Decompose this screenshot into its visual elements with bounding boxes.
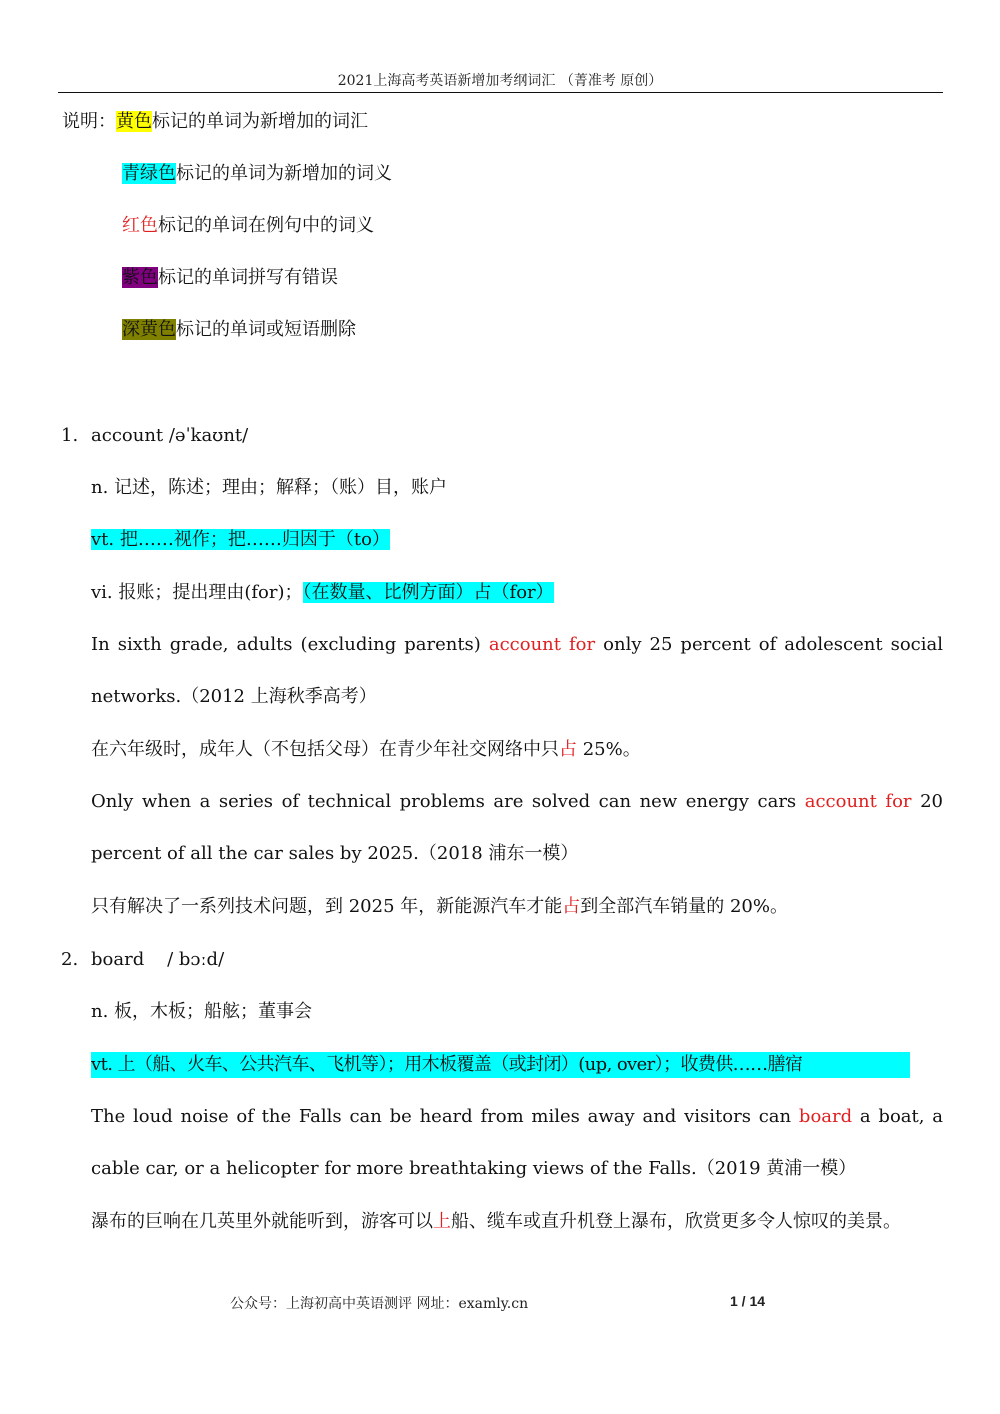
- translation-text: 瀑布的巨响在几英里外就能听到，游客可以: [91, 1211, 433, 1232]
- account-translation-1: [91, 737, 641, 763]
- legend-line-yellow: [62, 109, 368, 135]
- legend-red-text: 标记的单词在例句中的词义: [158, 215, 374, 236]
- translation-keyword: 上: [433, 1211, 451, 1232]
- translation-text: 到全部汽车销量的 20%。: [580, 896, 788, 917]
- example-text: only 25 percent of adolescent social networks.（2012 上海秋季高考）: [91, 634, 944, 707]
- legend-line-red: [122, 213, 374, 239]
- account-vt-definition: [91, 527, 390, 553]
- legend-red-label: 红色: [122, 215, 158, 236]
- entry-headword-account: [61, 423, 248, 449]
- legend-cyan-text: 标记的单词为新增加的词义: [176, 163, 392, 184]
- legend-yellow-text: 标记的单词为新增加的词汇: [152, 111, 368, 132]
- footer-page-number: 1 / 14: [730, 1293, 766, 1309]
- entry-headword-board: [61, 947, 224, 973]
- header-rule: [58, 92, 943, 93]
- account-vt-highlight: vt. 把……视作；把……归因于（to）: [91, 529, 390, 550]
- example-text: Only when a series of technical problems are solved can new energy cars: [91, 791, 805, 812]
- legend-yellow-label: 黄色: [116, 111, 152, 132]
- entry-number: 2.: [61, 949, 79, 970]
- translation-text: 25%。: [577, 739, 641, 760]
- legend-line-purple: [122, 265, 338, 291]
- headword: account /əˈkaʊnt/: [91, 425, 249, 446]
- example-text: 20 percent of all the car sales by 2025.（2018 浦东一模）: [91, 791, 943, 864]
- legend-purple-label: 紫色: [122, 267, 158, 288]
- board-example-1: [91, 1091, 943, 1195]
- account-vi-text: vi. 报账；提出理由(for)；: [91, 582, 303, 603]
- example-text: a boat, a cable car, or a helicopter for more breathtaking views of the Falls.（2019 黄浦一模）: [91, 1106, 943, 1179]
- board-vt-highlight: vt. 上（船、火车、公共汽车、飞机等）；用木板覆盖（或封闭）(up, over）；收费供……膳宿: [91, 1052, 910, 1078]
- board-vt-definition: [91, 1052, 910, 1078]
- translation-keyword: 占: [559, 739, 577, 760]
- translation-keyword: 占: [562, 896, 581, 917]
- account-example-2: [91, 776, 943, 880]
- legend-olive-label: 深黄色: [122, 319, 176, 340]
- translation-text: 在六年级时，成年人（不包括父母）在青少年社交网络中只: [91, 739, 559, 760]
- legend-line-cyan: [122, 161, 392, 187]
- entry-number: 1.: [61, 425, 79, 446]
- board-noun-definition: n. 板，木板；船舷；董事会: [91, 1001, 313, 1022]
- example-text: In sixth grade, adults (excluding parents): [91, 634, 489, 655]
- example-text: The loud noise of the Falls can be heard from miles away and visitors can: [91, 1106, 799, 1127]
- example-keyword: account for: [804, 791, 912, 812]
- account-vi-highlight: （在数量、比例方面）占（for）: [302, 582, 554, 603]
- page-header-title: 2021上海高考英语新增加考纲词汇 （菁准考 原创）: [337, 73, 663, 89]
- legend-line-olive: [122, 317, 356, 343]
- translation-text: 只有解决了一系列技术问题，到 2025 年，新能源汽车才能: [91, 896, 563, 917]
- account-example-1: [91, 619, 943, 723]
- account-vi-definition: [91, 580, 554, 606]
- example-keyword: account for: [488, 634, 596, 655]
- footer-source: 公众号：上海初高中英语测评 网址：examly.cn: [230, 1296, 529, 1312]
- board-translation-1: [91, 1196, 943, 1248]
- headword: board / bɔːd/: [91, 949, 225, 970]
- legend-cyan-label: 青绿色: [122, 163, 176, 184]
- example-keyword: board: [798, 1106, 853, 1127]
- account-translation-2: [91, 894, 788, 920]
- legend-prefix: 说明：: [62, 111, 116, 132]
- legend-olive-text: 标记的单词或短语删除: [176, 319, 356, 340]
- legend-purple-text: 标记的单词拼写有错误: [158, 267, 338, 288]
- account-noun-definition: n. 记述，陈述；理由；解释；（账）目，账户: [91, 477, 448, 498]
- translation-text: 船、缆车或直升机登上瀑布，欣赏更多令人惊叹的美景。: [451, 1211, 901, 1232]
